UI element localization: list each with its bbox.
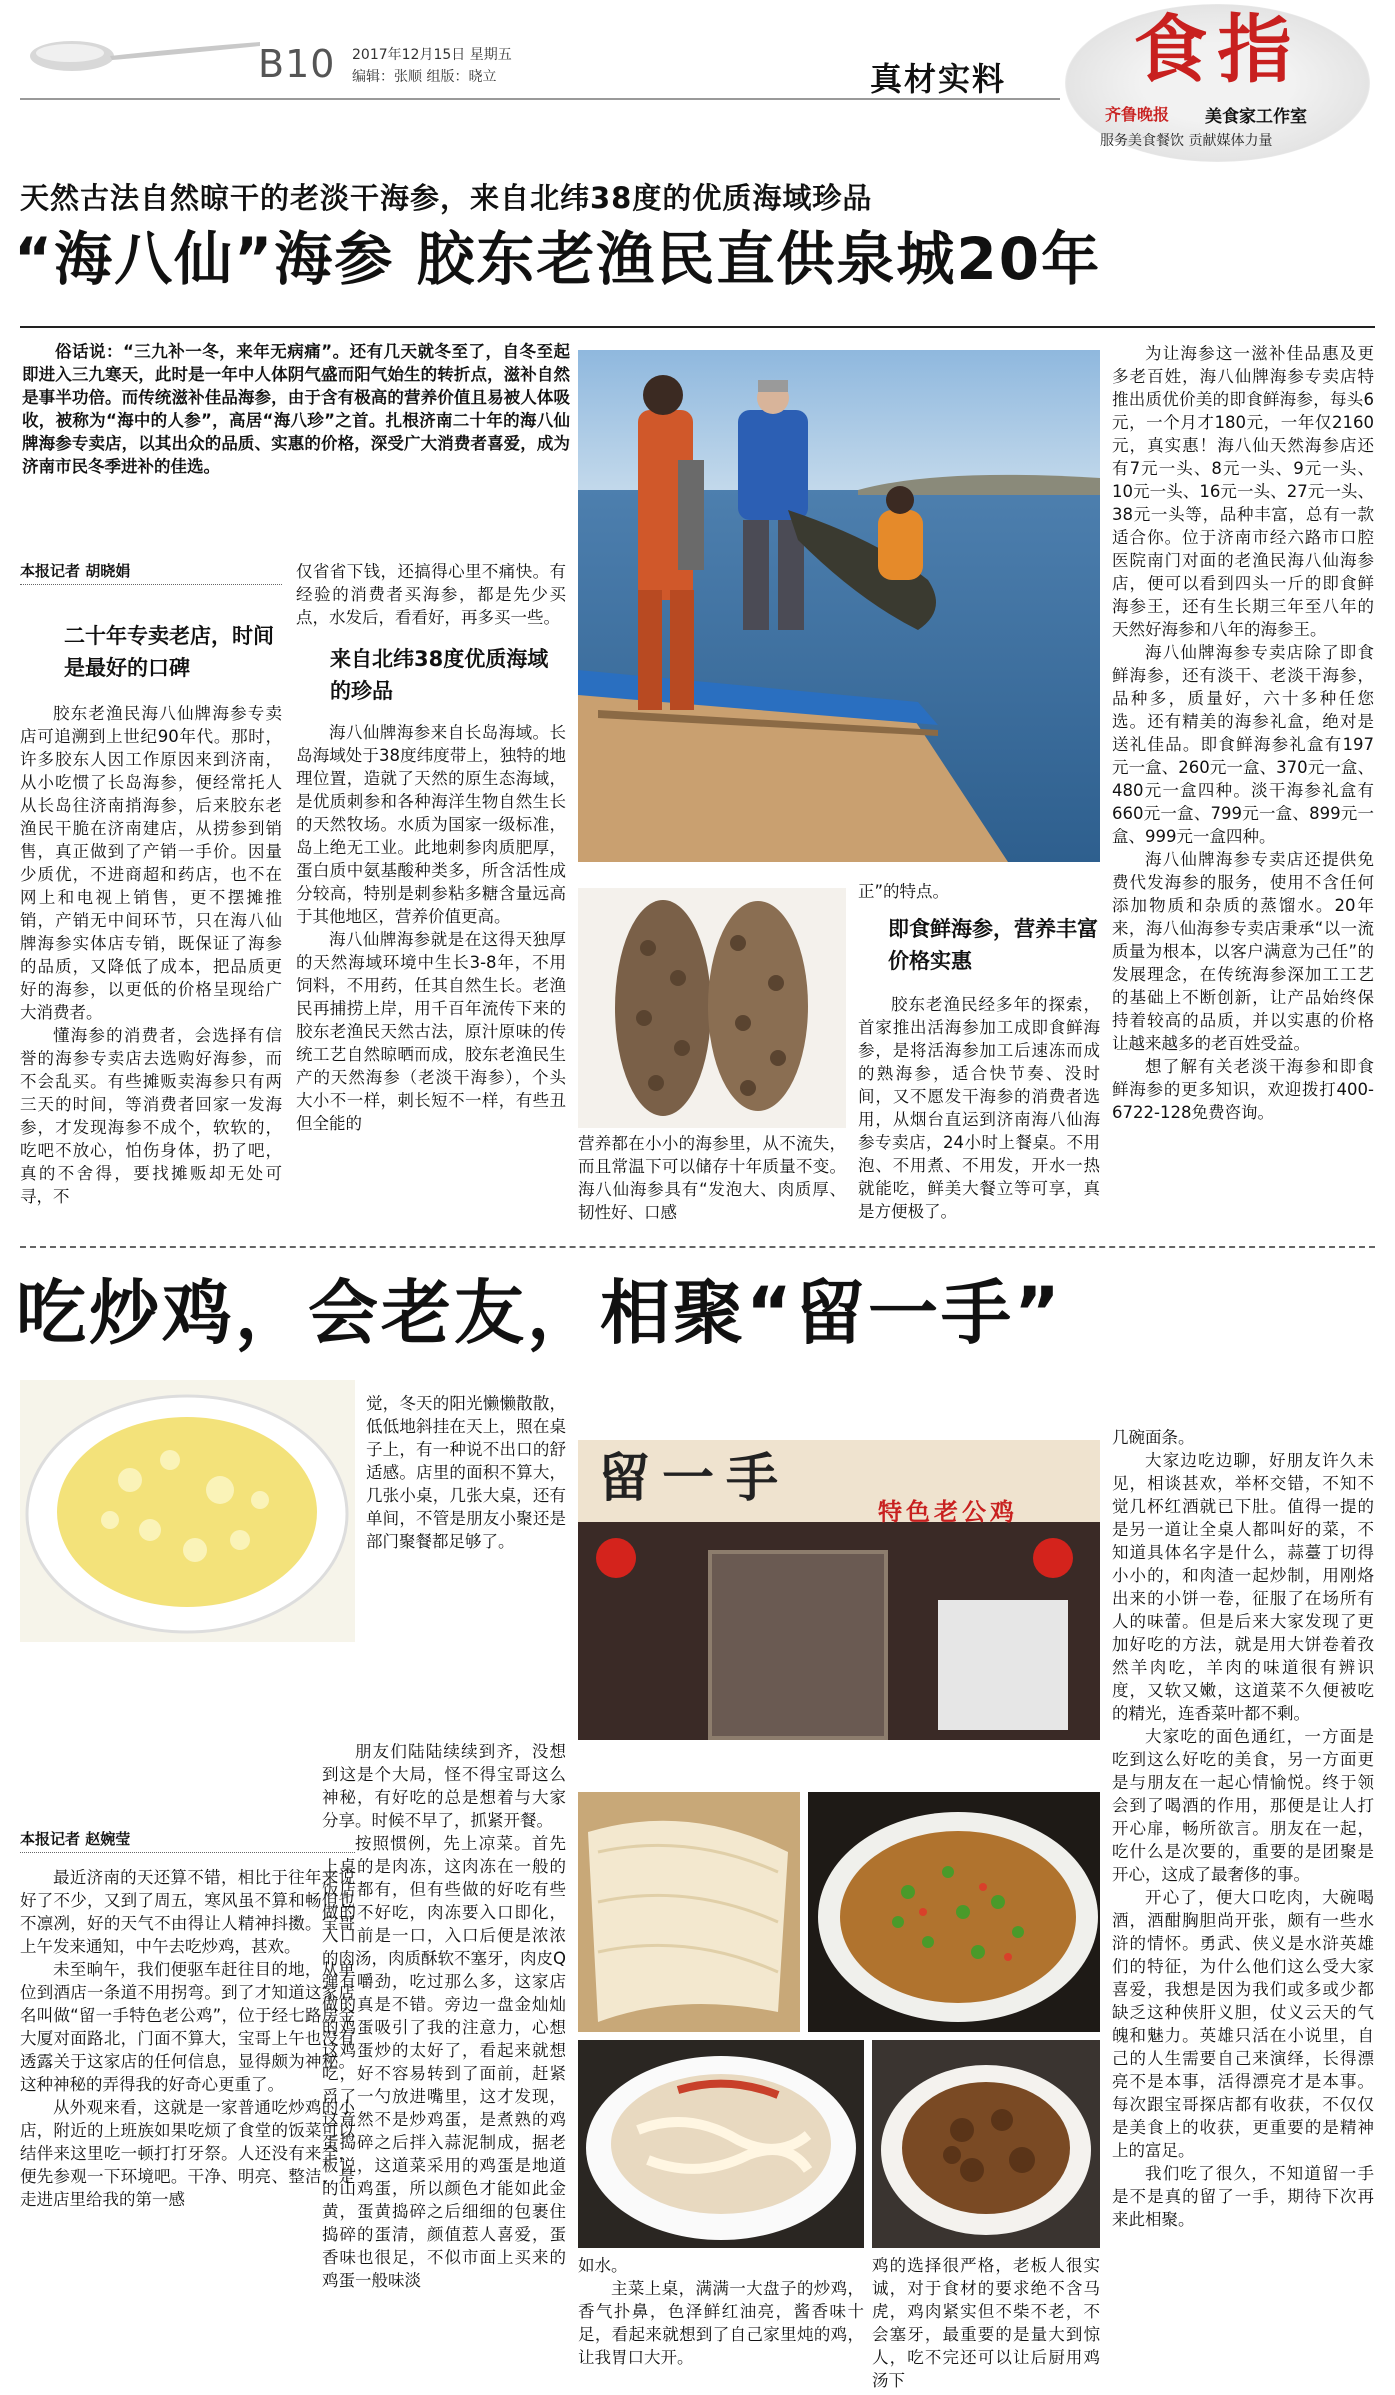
issue-date: 2017年12月15日 星期五 bbox=[352, 47, 512, 63]
brand-title: 食指 bbox=[1133, 7, 1302, 93]
story2-col2 bbox=[366, 1392, 566, 1553]
paragraph: 几碗面条。 bbox=[1112, 1428, 1195, 1447]
paragraph: 为让海参这一滋补佳品惠及更多老百姓，海八仙牌海参专卖店特推出质优价美的即食鲜海参，每头6元，一个月才180元，一年仅2160元，真实惠！海八仙天然海参店还有7元一头、8元一头、9元一头、10元一头、16元一头、27元一头、38元一头等，品种丰富，总有一款适合你。位于济南市经六路市口腔医院南门对面的老渔民海八仙海参店，便可以看到四头一斤的即食鲜海参王，还有生长期三年至八年的天然好海参和八年的海参王。 bbox=[1112, 344, 1374, 639]
story1-headline: “海八仙”海参 胶东老渔民直供泉城20年 bbox=[14, 225, 1102, 293]
brand-block bbox=[1065, 4, 1370, 162]
restaurant-sign-sub: 特色老公鸡 bbox=[878, 1498, 1018, 1526]
story2-byline: 本报记者 赵婉莹 bbox=[20, 1828, 355, 1853]
paragraph: 懂海参的消费者，会选择有信誉的海参专卖店去选购好海参，而不会乱买。有些摊贩卖海参只有两三天的时间，等消费者回家一发海参，才发现海参不成个，软软的，吃吧不放心，怕伤身体，扔了吧，真的不舍得，要找摊贩却无处可寻，不 bbox=[20, 1026, 282, 1206]
story2-col1 bbox=[20, 1866, 355, 2211]
paragraph: 主菜上桌，满满一大盘子的炒鸡，香气扑鼻，色泽鲜红油亮，酱香味十足，看起来就想到了自己家里炖的鸡，让我胃口大开。 bbox=[578, 2279, 864, 2367]
paragraph: 鸡的选择很严格，老板人很实诚，对于食材的要求绝不含马虎，鸡肉紧实但不柴不老，不会塞牙，最重要的是量大到惊人，吃不完还可以让后厨用鸡汤下 bbox=[872, 2256, 1100, 2390]
restaurant-photo bbox=[578, 1440, 1100, 1740]
fishermen-photo bbox=[578, 350, 1100, 862]
story1-col4 bbox=[858, 880, 1100, 1223]
paragraph: 想了解有关老淡干海参和即食鲜海参的更多知识，欢迎拨打400-6722-128免费咨询。 bbox=[1112, 1057, 1374, 1122]
egg-dish-photo bbox=[20, 1380, 355, 1642]
restaurant-sign: 留一手 bbox=[598, 1448, 791, 1509]
brand-studio: 美食家工作室 bbox=[1205, 107, 1307, 127]
section-title: 真材实料 bbox=[870, 60, 1007, 98]
paragraph: 海八仙牌海参就是在这得天独厚的天然海域环境中生长3-8年，不用饲料，不用药，任其自然生长。老渔民再捕捞上岸，用千百年流传下来的胶东老渔民天然古法，原汁原味的传统工艺自然晾晒而成，胶东老渔民生产的天然海参（老淡干海参），个头大小不一样，刺长短不一样，有些丑但全能的 bbox=[296, 930, 566, 1133]
story1-col1 bbox=[20, 702, 282, 1208]
paragraph: 觉，冬天的阳光懒懒散散，低低地斜挂在天上，照在桌子上，有一种说不出口的舒适感。店里的面积不算大，几张小桌，几张大桌，还有单间，不管是朋友小聚还是部门聚餐都足够了。 bbox=[366, 1394, 566, 1551]
paragraph: 海八仙牌海参专卖店除了即食鲜海参，还有淡干、老淡干海参，品种多，质量好，六十多种任您选。还有精美的海参礼盒，绝对是送礼佳品。即食鲜海参礼盒有197元一盒、260元一盒、370元一盒、480元一盒四种。淡干海参礼盒有660元一盒、799元一盒、899元一盒、999元一盒四种。 bbox=[1112, 643, 1374, 846]
header-rule bbox=[20, 98, 1060, 100]
paragraph: 海八仙牌海参来自长岛海域。长岛海域处于38度纬度带上，独特的地理位置，造就了天然的原生态海域，是优质刺参和各种海洋生物自然生长的天然牧场。水质为国家一级标准，岛上绝无工业。此地刺参肉质肥厚，蛋白质中氨基酸种类多，所含活性成分较高，特别是刺参粘多糖含量远高于其他地区，营养价值更高。 bbox=[296, 723, 566, 926]
story2-col4 bbox=[872, 2254, 1100, 2392]
story2-col5 bbox=[1112, 1426, 1374, 2231]
paragraph: 我们吃了很久，不知道留一手是不是真的留了一手，期待下次再来此相聚。 bbox=[1112, 2164, 1374, 2229]
paragraph: 最近济南的天还算不错，相比于往年来说好了不少，又到了周五，寒风虽不算和畅但也不凛冽，好的天气不由得让人精神抖擞。宝哥上午发来通知，中午去吃炒鸡，甚欢。 bbox=[20, 1868, 355, 1956]
ac-units bbox=[938, 1600, 1068, 1730]
paragraph: 胶东老渔民经多年的探索，首家推出活海参加工成即食鲜海参，是将活海参加工后速冻而成的熟海参，适合快节奏、没时间，又不愿发干海参的消费者选用，从烟台直运到济南海八仙海参专卖店，24小时上餐桌。不用泡、不用煮、不用发，开水一热就能吃，鲜美大餐立等可享，真是方便极了。 bbox=[858, 995, 1100, 1221]
paragraph: 未至晌午，我们便驱车赶往目的地，从单位到酒店一条道不用拐弯。到了才知道这家店名叫做“留一手特色老公鸡”，位于经七路房金大厦对面路北，门面不算大，宝哥上午也没有透露关于这家店的任何信息，显得颇为神秘。这种神秘的弄得我的好奇心更重了。 bbox=[20, 1960, 355, 2094]
stir-fry-photo bbox=[808, 1792, 1100, 2032]
red-lantern-left bbox=[596, 1538, 636, 1578]
paragraph: 胶东老渔民海八仙牌海参专卖店可追溯到上世纪90年代。那时，许多胶东人因工作原因来到济南，从小吃惯了长岛海参，便经常托人从长岛往济南捎海参，后来胶东老渔民干脆在济南建店，从捞参到销售，真正做到了产销一手价。因量少质优，不进商超和药店，也不在网上和电视上销售，更不摆摊推销，产销无中间环节，只在海八仙牌海参实体店专销，既保证了海参的品质，又降低了成本，把品质更好的海参，以更低的价格呈现给广大消费者。 bbox=[20, 704, 282, 1022]
story1-col3 bbox=[578, 1132, 846, 1224]
sea-cucumber-photo bbox=[578, 888, 846, 1128]
story1-lead bbox=[22, 340, 570, 478]
paragraph: 正”的特点。 bbox=[858, 882, 950, 901]
shop-door bbox=[708, 1550, 888, 1740]
section-divider bbox=[20, 1246, 1375, 1248]
page-number: B10 bbox=[258, 42, 336, 86]
story1-byline: 本报记者 胡晓娟 bbox=[20, 560, 282, 585]
story1-kicker: 天然古法自然晾干的老淡干海参，来自北纬38度的优质海域珍品 bbox=[20, 181, 873, 215]
paragraph: 海八仙牌海参专卖店还提供免费代发海参的服务，使用不含任何添加物质和杂质的蒸馏水。20年来，海八仙海参专卖店秉承“以一流质量为根本，以客户满意为己任”的发展理念，在传统海参深加工工艺的基础上不断创新，让产品始终保持着较高的品质，并以实惠的价格让越来越多的老百姓受益。 bbox=[1112, 850, 1374, 1053]
paragraph: 从外观来看，这就是一家普通吃炒鸡的小店，附近的上班族如果吃烦了食堂的饭菜可以结伴来这里吃一顿打打牙祭。人还没有来全，便先参观一下环境吧。干净、明亮、整洁，是走进店里给我的第一感 bbox=[20, 2098, 355, 2209]
story1-sub2: 来自北纬38度优质海域的珍品 bbox=[330, 647, 549, 703]
paragraph: 朋友们陆陆续续到齐，没想到这是个大局，怪不得宝哥这么神秘，有好吃的总是想着与大家分享。时候不早了，抓紧开餐。 bbox=[322, 1742, 566, 1830]
story1-col5 bbox=[1112, 342, 1374, 1124]
pancakes-photo bbox=[578, 1792, 800, 2032]
story1-col2 bbox=[296, 560, 566, 1135]
story2-col2b bbox=[322, 1740, 566, 2292]
paragraph: 按照惯例，先上凉菜。首先上桌的是肉冻，这肉冻在一般的饭店都有，但有些做的好吃有些做的不好吃，肉冻要入口即化，入口前是一口，入口后便是浓浓的肉汤，肉质酥软不塞牙，肉皮Q弹有嚼劲，吃过那么多，这家店做的真是不错。旁边一盘金灿灿的鸡蛋吸引了我的注意力，心想这鸡蛋炒的太好了，看起来就想吃，好不容易转到了面前，赶紧舀了一勺放进嘴里，这才发现，这竟然不是炒鸡蛋，是煮熟的鸡蛋捣碎之后拌入蒜泥制成，据老板说，这道菜采用的鸡蛋是地道的山鸡蛋，所以颜色才能如此金黄，蛋黄捣碎之后细细的包裹住捣碎的蛋清，颜值惹人喜爱，蛋香味也很足，不似市面上买来的鸡蛋一般味淡 bbox=[322, 1834, 566, 2290]
brand-paper-name: 齐鲁晚报 bbox=[1105, 105, 1170, 124]
noodle-dish-photo bbox=[578, 2040, 864, 2248]
paragraph: 大家吃的面色通红，一方面是吃到这么好吃的美食，另一方面更是与朋友在一起心情愉悦。终于领会到了喝酒的作用，那便是让人打开心扉，畅所欲言。朋友在一起，吃什么是次要的，重要的是团聚是开心，这成了最奢侈的事。 bbox=[1112, 1727, 1374, 1884]
chicken-dish-photo bbox=[872, 2040, 1100, 2248]
story2-col3 bbox=[578, 2254, 864, 2369]
editors: 编辑：张顺 组版：晓立 bbox=[352, 69, 497, 85]
story1-rule bbox=[20, 326, 1375, 328]
spoon-logo bbox=[22, 30, 262, 80]
brand-slogan: 服务美食餐饮 贡献媒体力量 bbox=[1100, 133, 1273, 149]
red-lantern-right bbox=[1033, 1538, 1073, 1578]
paragraph: 大家边吃边聊，好朋友许久未见，相谈甚欢，举杯交错，不知不觉几杯红酒就已下肚。值得一提的是另一道让全桌人都叫好的菜，不知道具体名字是什么，蒜薹丁切得小小的，和肉渣一起炒制，用刚烙出来的小饼一卷，征服了在场所有人的味蕾。但是后来大家发现了更加好吃的方法，就是用大饼卷着孜然羊肉吃，羊肉的味道很有辨识度，又软又嫩，这道菜不久便被吃的精光，连香菜叶都不剩。 bbox=[1112, 1451, 1374, 1723]
story2-headline: 吃炒鸡，会老友，相聚“留一手” bbox=[16, 1272, 1064, 1354]
paragraph: 营养都在小小的海参里，从不流失，而且常温下可以储存十年质量不变。海八仙海参具有“发泡大、肉质厚、韧性好、口感 bbox=[578, 1134, 846, 1222]
story1-sub3: 即食鲜海参，营养丰富价格实惠 bbox=[888, 917, 1098, 973]
story1-sub1: 二十年专卖老店，时间是最好的口碑 bbox=[64, 624, 274, 680]
paragraph: 如水。 bbox=[578, 2256, 628, 2275]
paragraph: 开心了，便大口吃肉，大碗喝酒，酒酣胸胆尚开张，颇有一些水浒的情怀。勇武、侠义是水浒英雄们的特征，为什么他们这么受大家喜爱，我想是因为我们或多或少都缺乏这种侠肝义胆，仗义云天的气魄和魅力。英雄只活在小说里，自己的人生需要自己来演绎，长得漂亮不是本事，活得漂亮才是本事。每次跟宝哥探店都有收获，不仅仅是美食上的收获，更重要的是精神上的富足。 bbox=[1112, 1888, 1374, 2160]
paragraph: 仅省省下钱，还搞得心里不痛快。有经验的消费者买海参，都是先少买点，水发后，看看好，再多买一些。 bbox=[296, 562, 566, 627]
lead-paragraph: 俗话说：“三九补一冬，来年无病痛”。还有几天就冬至了，自冬至起即进入三九寒天，此时是一年中人体阴气盛而阳气始生的转折点，滋补自然是事半功倍。而传统滋补佳品海参，由于含有极高的营养价值且易被人体吸收，被称为“海中的人参”，高居“海八珍”之首。扎根济南二十年的海八仙牌海参专卖店，以其出众的品质、实惠的价格，深受广大消费者喜爱，成为济南市民冬季进补的佳选。 bbox=[22, 342, 570, 476]
